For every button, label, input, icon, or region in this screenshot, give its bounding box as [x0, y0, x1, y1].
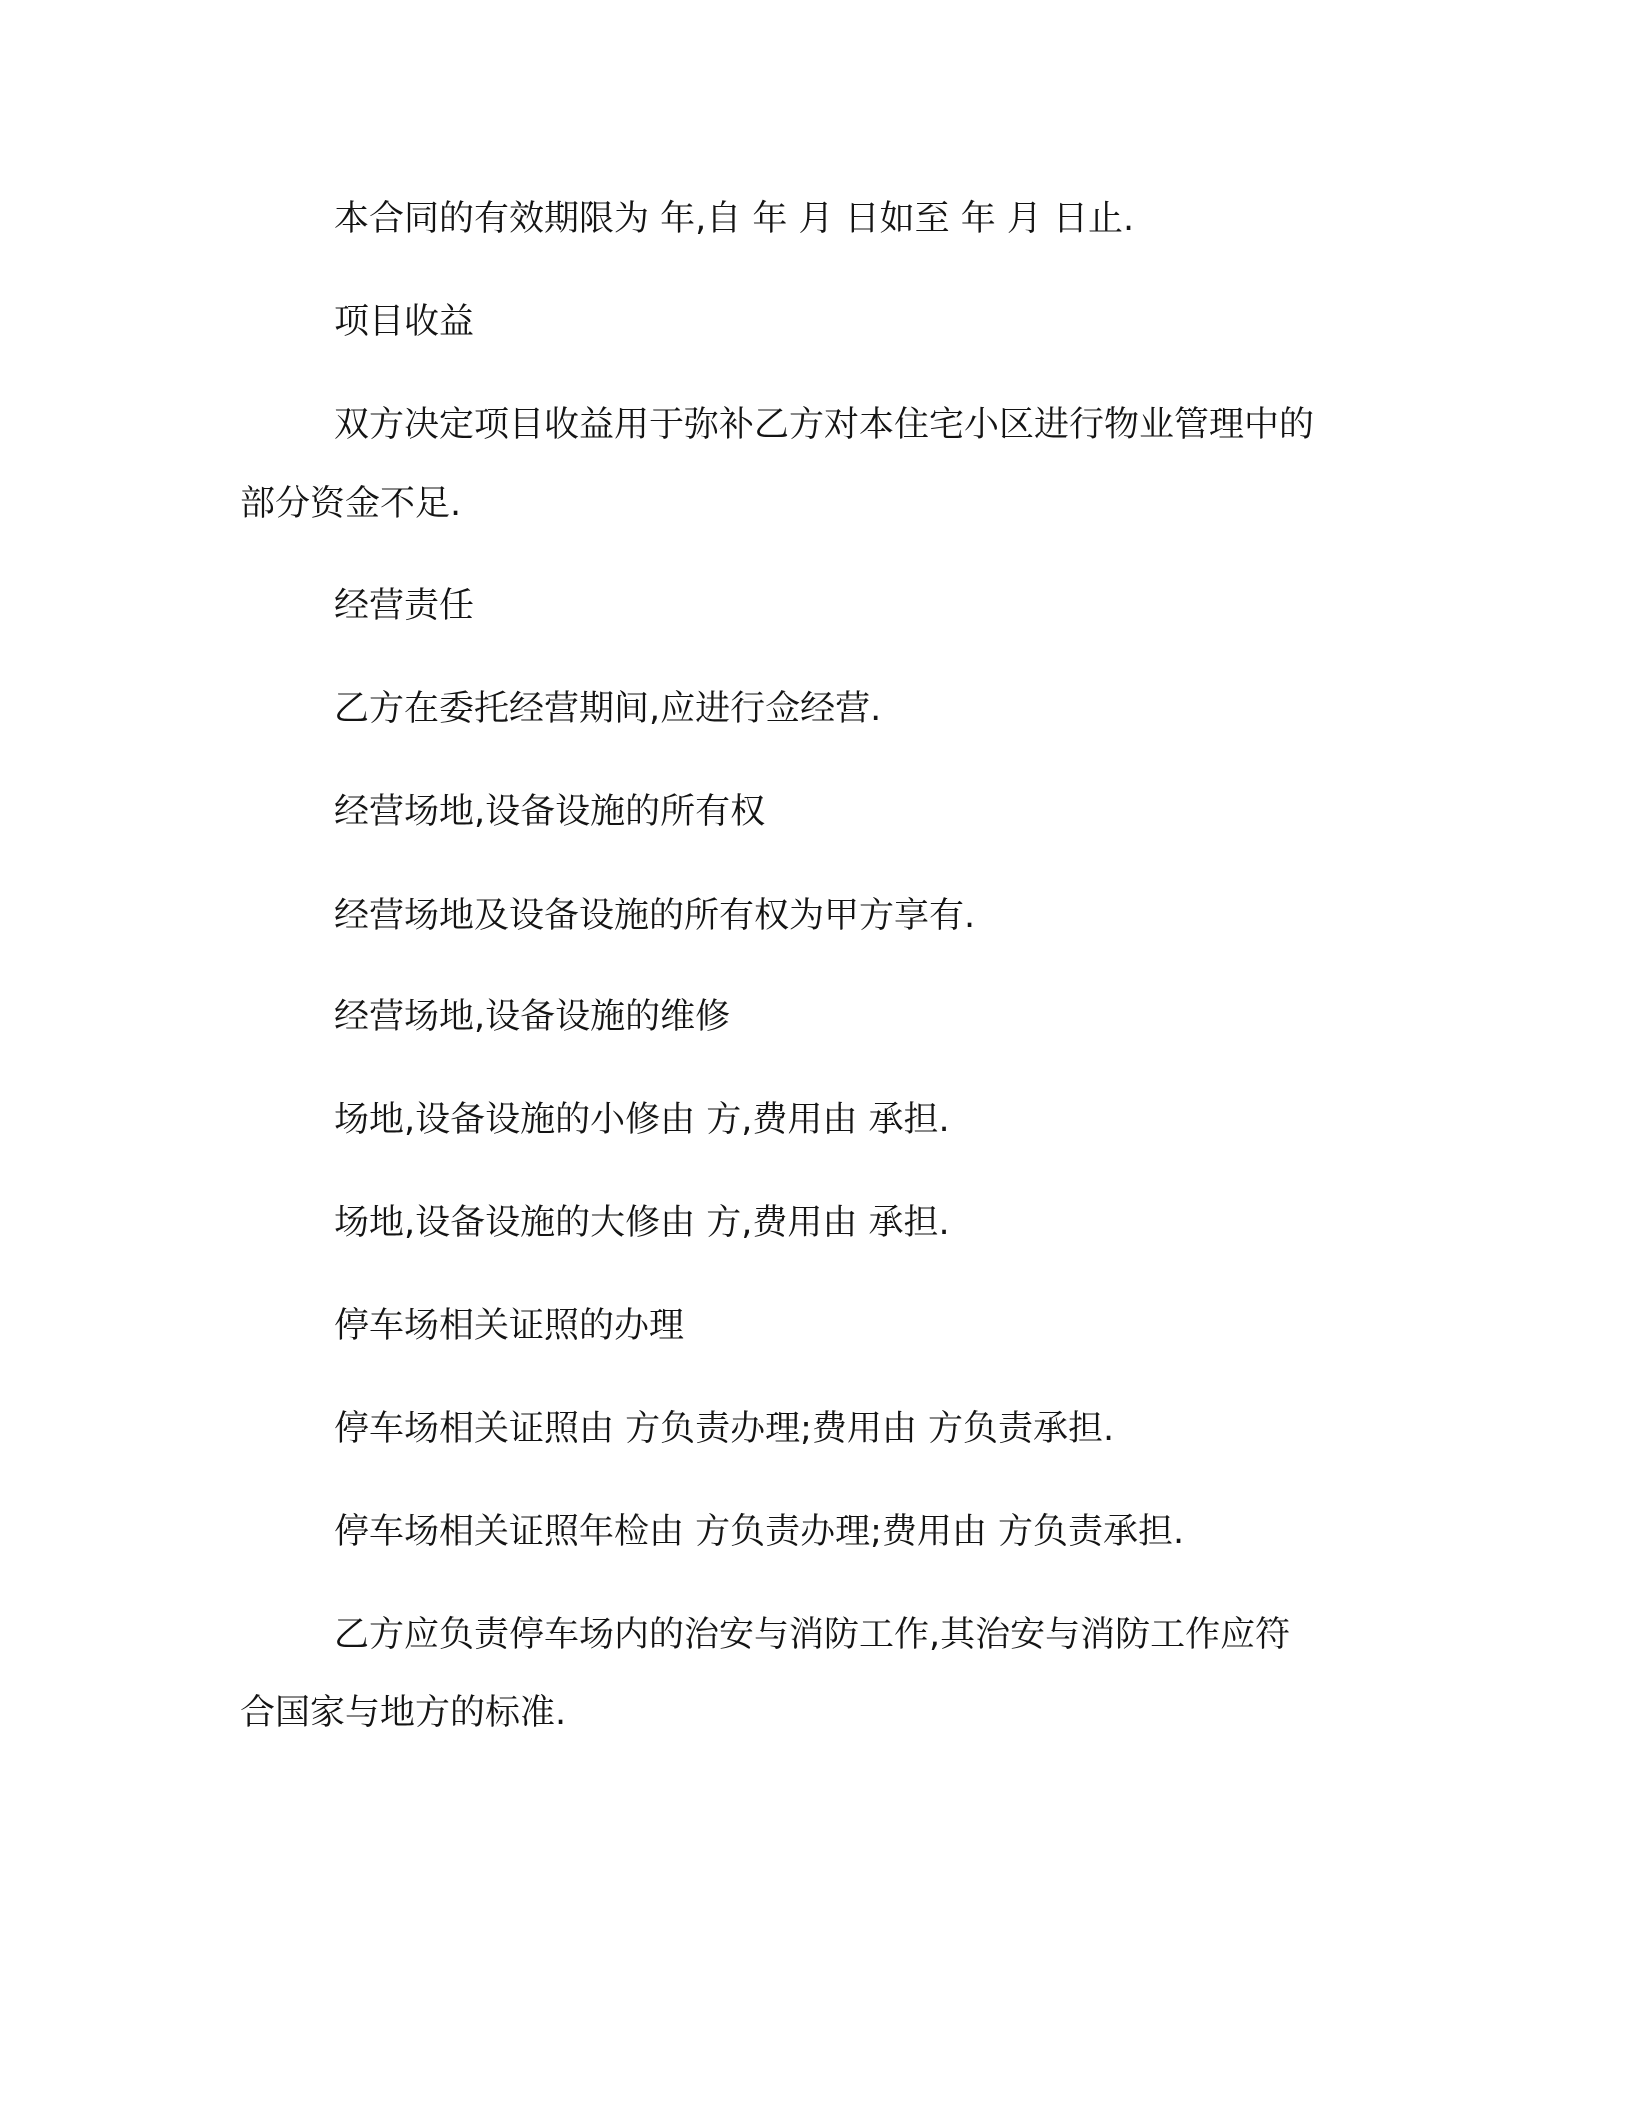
paragraph-ownership: 经营场地及设备设施的所有权为甲方享有.	[334, 896, 976, 936]
paragraph-minor-repair: 场地,设备设施的小修由 方,费用由 承担.	[334, 1100, 950, 1140]
paragraph-licenses: 停车场相关证照由 方负责办理;费用由 方负责承担.	[334, 1409, 1115, 1449]
paragraph-annual-inspection: 停车场相关证照年检由 方负责办理;费用由 方负责承担.	[334, 1512, 1185, 1552]
heading-operation-responsibility: 经营责任	[334, 586, 475, 626]
paragraph-revenue-use: 双方决定项目收益用于弥补乙方对本住宅小区进行物业管理中的	[334, 405, 1315, 445]
heading-project-revenue: 项目收益	[334, 302, 475, 342]
paragraph-operation-responsibility: 乙方在委托经营期间,应进行佥经营.	[334, 689, 882, 729]
heading-maintenance: 经营场地,设备设施的维修	[334, 997, 731, 1037]
paragraph-contract-term: 本合同的有效期限为 年,自 年 月 日如至 年 月 日止.	[334, 199, 1135, 239]
heading-ownership: 经营场地,设备设施的所有权	[334, 792, 766, 832]
paragraph-security-fire: 乙方应负责停车场内的治安与消防工作,其治安与消防工作应符	[334, 1615, 1291, 1655]
paragraph-security-fire-continued: 合国家与地方的标准.	[240, 1693, 567, 1733]
paragraph-major-repair: 场地,设备设施的大修由 方,费用由 承担.	[334, 1203, 950, 1243]
paragraph-revenue-use-continued: 部分资金不足.	[240, 484, 462, 524]
heading-licenses: 停车场相关证照的办理	[334, 1306, 685, 1346]
